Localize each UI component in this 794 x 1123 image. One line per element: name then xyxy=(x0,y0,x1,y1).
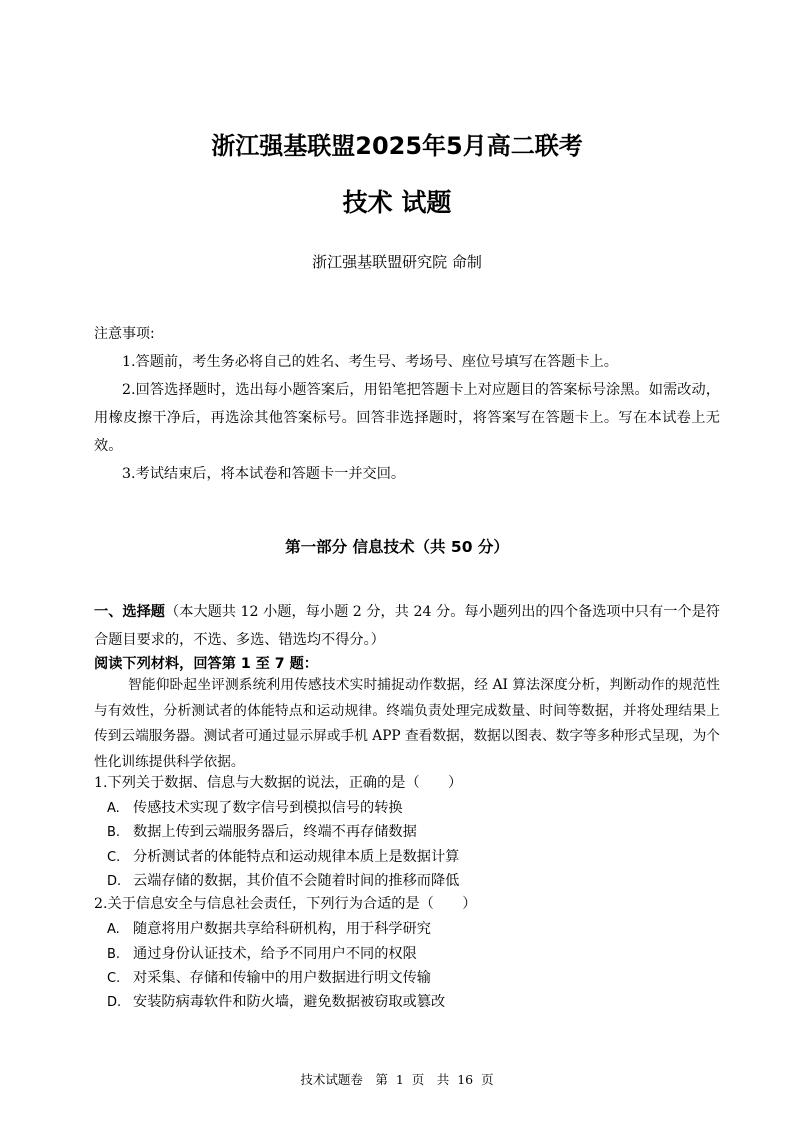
page-footer: 技术试题卷 第 1 页 共 16 页 xyxy=(300,1072,494,1087)
exam-title: 浙江强基联盟2025年5月高二联考 xyxy=(211,132,583,160)
option-letter: B. xyxy=(107,947,121,962)
option-text: 传感技术实现了数字信号到模拟信号的转换 xyxy=(133,800,403,816)
exam-organizer: 浙江强基联盟研究院 命制 xyxy=(312,253,482,271)
question-2-option-c xyxy=(107,966,707,991)
option-letter: A. xyxy=(107,922,120,937)
question-1-option-a xyxy=(107,796,707,821)
section-heading xyxy=(94,598,720,654)
option-text: 通过身份认证技术，给予不同用户不同的权限 xyxy=(133,946,417,962)
option-letter: C. xyxy=(107,971,121,986)
option-letter: B. xyxy=(107,825,121,840)
question-2-option-a xyxy=(107,917,707,942)
question-1-option-d xyxy=(107,869,707,894)
question-1-stem: 1.下列关于数据、信息与大数据的说法，正确的是（ ） xyxy=(94,775,463,791)
note-item-1: 1.答题前，考生务必将自己的姓名、考生号、考场号、座位号填写在答题卡上。 xyxy=(122,354,618,370)
option-text: 安装防病毒软件和防火墙，避免数据被窃取或篡改 xyxy=(133,994,446,1010)
notes-title: 注意事项: xyxy=(94,326,155,342)
option-text: 随意将用户数据共享给科研机构，用于科学研究 xyxy=(133,921,431,937)
option-text: 云端存储的数据，其价值不会随着时间的推移而降低 xyxy=(133,873,460,889)
note-item-3: 3.考试结束后，将本试卷和答题卡一并交回。 xyxy=(122,466,406,482)
question-2-option-d xyxy=(107,990,707,1015)
note-item-2: 2.回答选择题时，选出每小题答案后，用铅笔把答题卡上对应题目的答案标号涂黑。如需改动，用橡皮擦干净后，再选涂其他答案标号。回答非选择题时，将答案写在答题卡上。写在本试卷上无效。 xyxy=(94,382,720,454)
exam-subtitle: 技术 试题 xyxy=(342,188,452,217)
section-description: （本大题共 12 小题，每小题 2 分，共 24 分。每小题列出的四个备选项中只有一个是符合题目要求的，不选、多选、错选均不得分。） xyxy=(94,604,720,648)
reading-material: 智能仰卧起坐评测系统利用传感技术实时捕捉动作数据，经 AI 算法深度分析，判断动作的规范性与有效性，分析测试者的体能特点和运动规律。终端负责处理完成数量、时间等数据，并将处理结果上传到云端服务器。测试者可通过显示屏或手机 APP 查看数据，数据以图表、数字等多种形式呈现，为个性化训练提供科学依据。 xyxy=(94,677,720,770)
question-2-option-b xyxy=(107,942,707,967)
option-letter: D. xyxy=(107,995,122,1010)
option-letter: C. xyxy=(107,850,121,865)
option-letter: A. xyxy=(107,801,120,816)
part-title: 第一部分 信息技术（共 50 分） xyxy=(285,538,509,556)
question-1-option-b xyxy=(107,820,707,845)
section-label: 一、选择题 xyxy=(94,604,165,620)
question-2-stem: 2.关于信息安全与信息社会责任，下列行为合适的是（ ） xyxy=(94,896,477,912)
option-text: 对采集、存储和传输中的用户数据进行明文传输 xyxy=(133,970,431,986)
option-text: 分析测试者的体能特点和运动规律本质上是数据计算 xyxy=(133,849,460,865)
option-text: 数据上传到云端服务器后，终端不再存储数据 xyxy=(133,824,417,840)
question-1-option-c xyxy=(107,845,707,870)
option-letter: D. xyxy=(107,874,122,889)
reading-title: 阅读下列材料，回答第 1 至 7 题： xyxy=(94,656,318,672)
